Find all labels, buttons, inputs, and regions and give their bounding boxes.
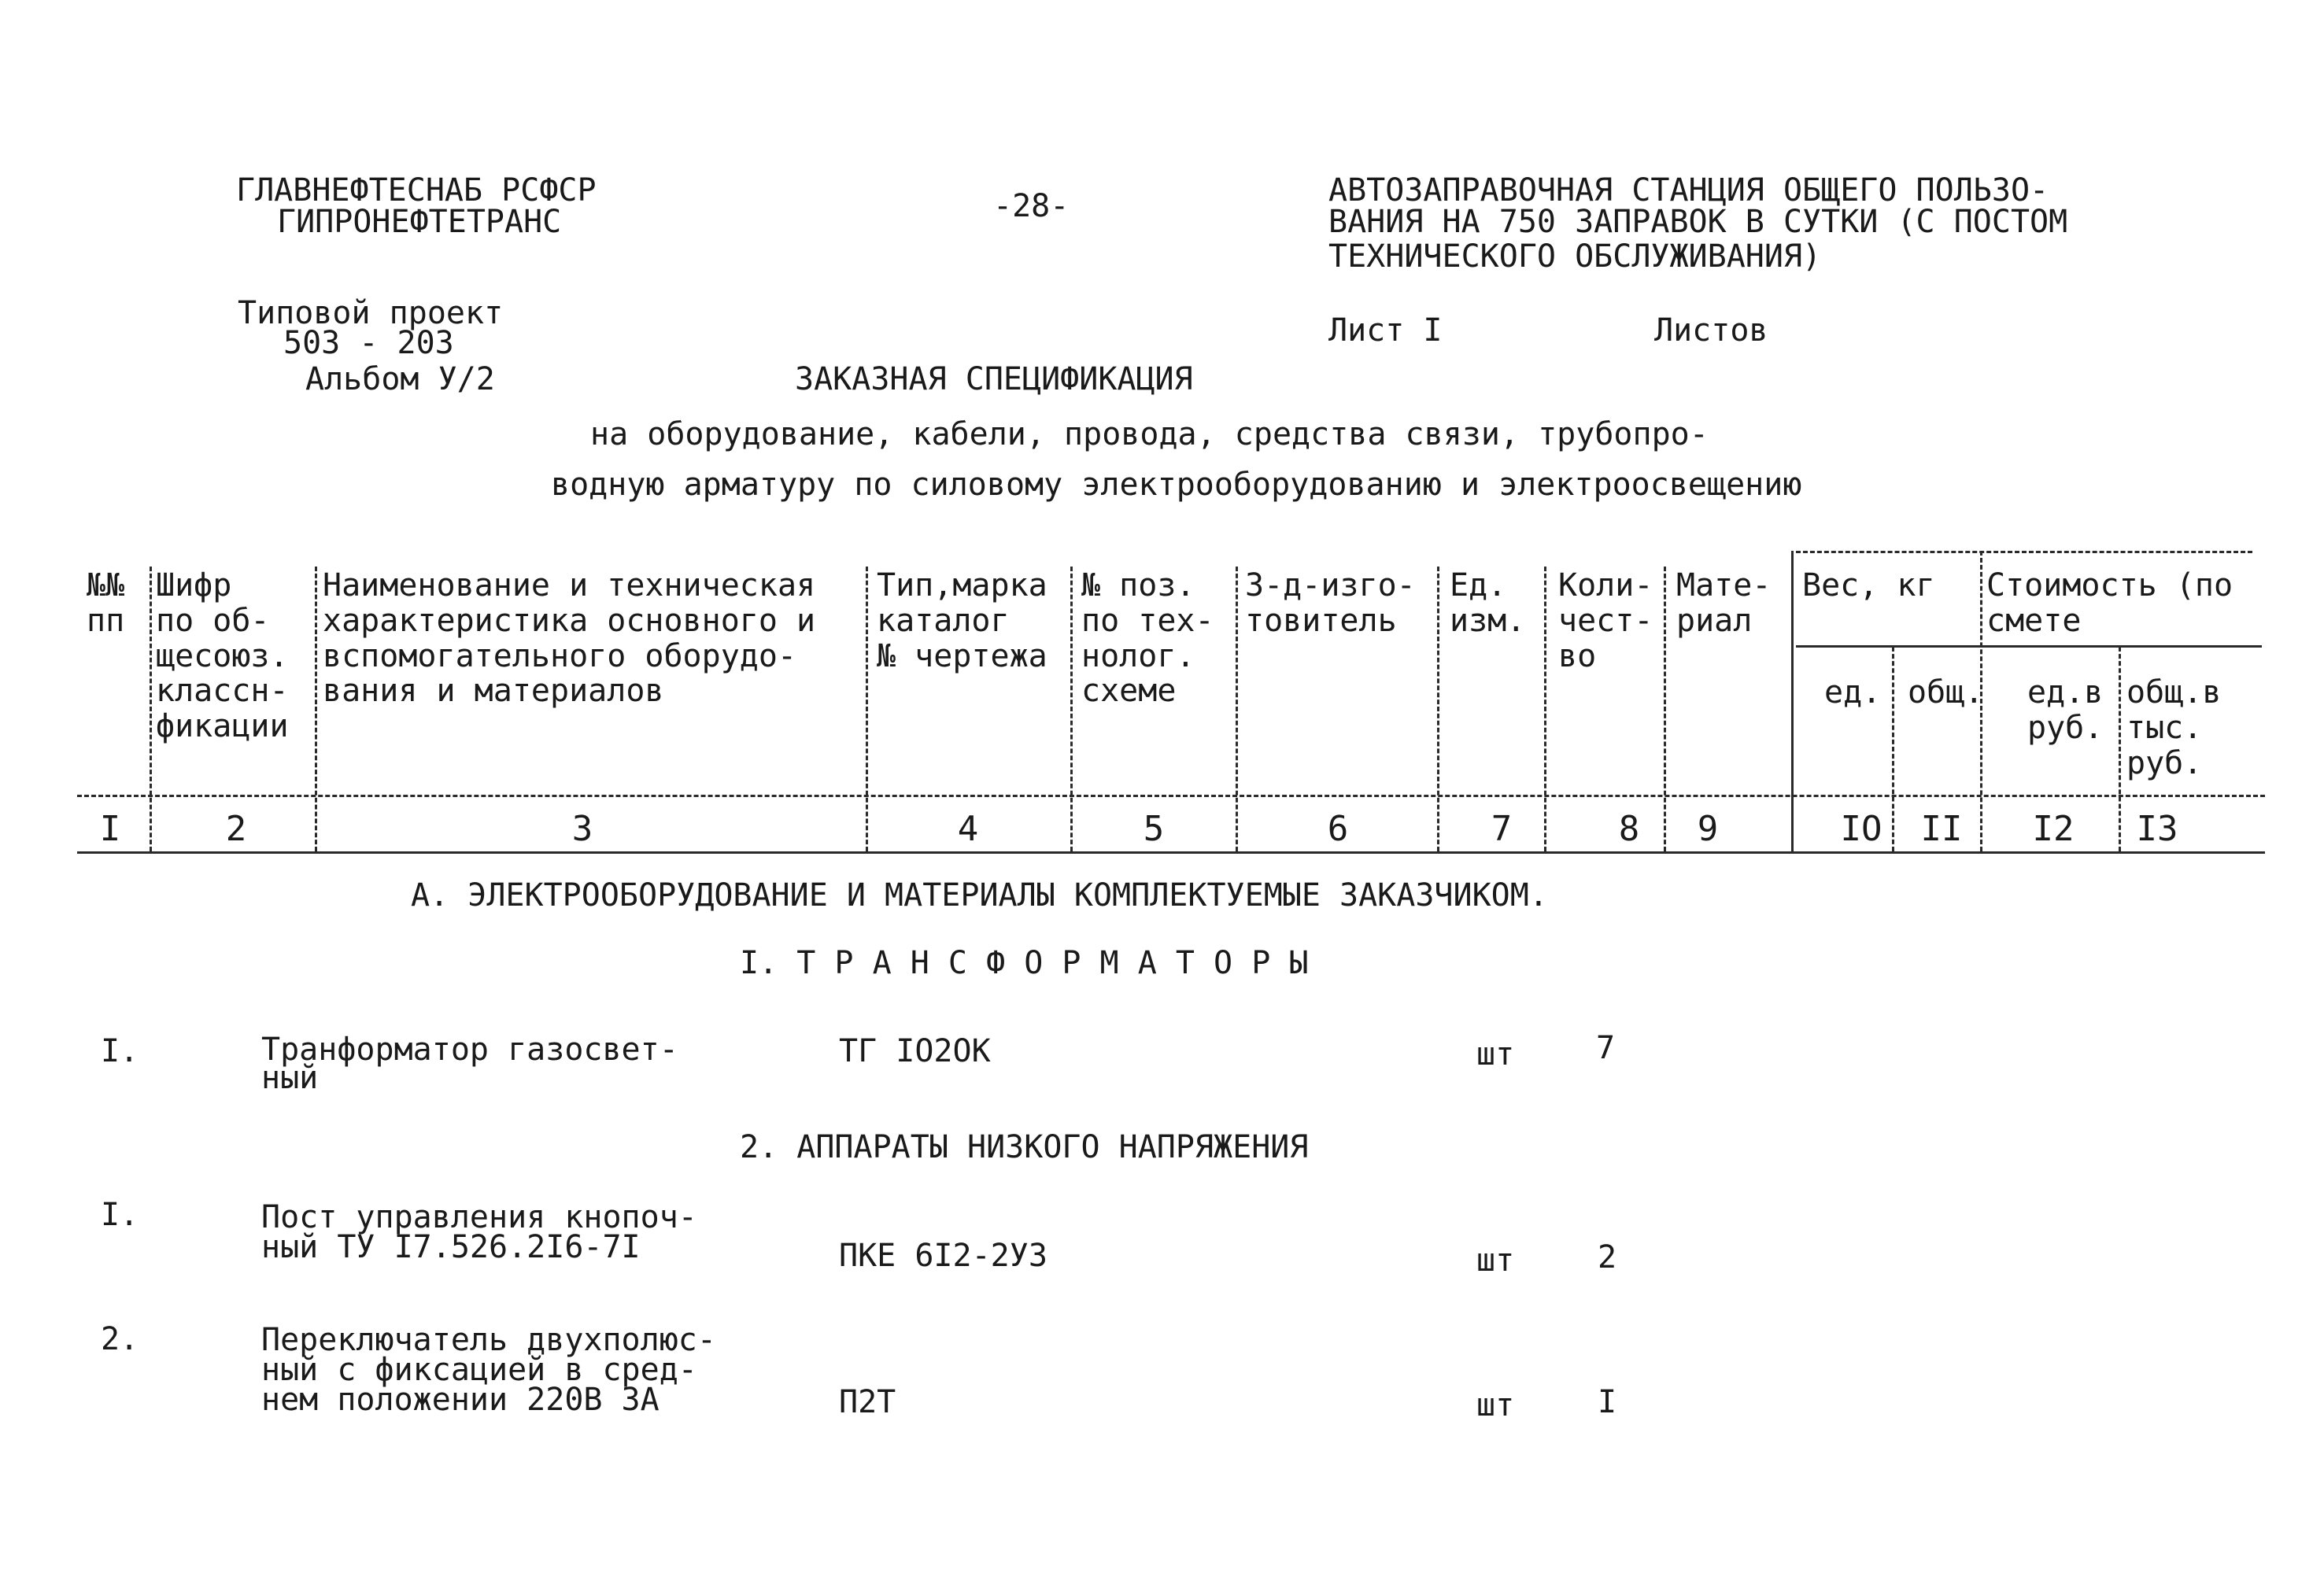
- title-line-3: ТЕХНИЧЕСКОГО ОБСЛУЖИВАНИЯ): [1328, 238, 1822, 275]
- col-num-1: I: [99, 809, 121, 849]
- spec-subtitle-line-1: на оборудование, кабели, провода, средства связи, трубопро-: [590, 416, 1709, 452]
- row-unit: шт: [1476, 1242, 1515, 1279]
- col-header-12: ед.в руб.: [2027, 674, 2104, 746]
- row-quantity: 2: [1598, 1239, 1617, 1275]
- col-num-9: 9: [1697, 809, 1719, 849]
- col-header-9: Мате- риал: [1676, 567, 1772, 639]
- subheader-rule: [1796, 645, 2262, 648]
- col-num-13: I3: [2136, 809, 2178, 849]
- col-header-3: Наименование и техническая характеристика основного и вспомогательного оборудо- вания и материалов: [323, 567, 816, 710]
- col-num-7: 7: [1491, 809, 1513, 849]
- col-num-12: I2: [2032, 809, 2075, 849]
- title-line-1: АВТОЗАПРАВОЧНАЯ СТАНЦИЯ ОБЩЕГО ПОЛЬЗО-: [1328, 172, 2049, 209]
- project-label: Типовой проект: [238, 295, 504, 331]
- col-header-1: №№ пп: [87, 567, 125, 639]
- row-name: Транформатор газосвет- ный: [261, 1032, 678, 1096]
- col-divider-2: [315, 567, 317, 851]
- org-line-1: ГЛАВНЕФТЕСНАБ РСФСР: [236, 172, 597, 209]
- project-number: 503 - 203: [283, 325, 454, 361]
- col-header-6: З-д-изго- товитель: [1245, 567, 1416, 639]
- row-name: Переключатель двухполюс- ный с фиксацией в сред- нем положении 220В 3А: [261, 1322, 716, 1418]
- col-num-3: 3: [571, 809, 593, 849]
- col-header-7: Ед. изм.: [1450, 567, 1526, 639]
- section-a-heading: А. ЭЛЕКТРООБОРУДОВАНИЕ И МАТЕРИАЛЫ КОМПЛЕКТУЕМЫЕ ЗАКАЗЧИКОМ.: [411, 877, 1548, 914]
- col-num-2: 2: [225, 809, 247, 849]
- row-quantity: 7: [1596, 1030, 1616, 1066]
- row-number: I.: [101, 1033, 139, 1069]
- org-line-2: ГИПРОНЕФТЕТРАНС: [277, 204, 562, 240]
- spec-title: ЗАКАЗНАЯ СПЕЦИФИКАЦИЯ: [795, 361, 1193, 397]
- col-divider-1: [150, 567, 152, 851]
- group-1-title: I. Т Р А Н С Ф О Р М А Т О Р Ы: [740, 945, 1309, 981]
- title-line-2: ВАНИЯ НА 750 ЗАПРАВОК В СУТКИ (С ПОСТОМ: [1328, 204, 2068, 240]
- group-2-title: 2. АППАРАТЫ НИЗКОГО НАПРЯЖЕНИЯ: [740, 1129, 1309, 1165]
- col-num-10: IO: [1840, 809, 1882, 849]
- row-name: Пост управления кнопоч- ный ТУ I7.526.2I6-7I: [261, 1199, 697, 1265]
- header-bottom-rule: [77, 795, 2265, 797]
- col-header-10: ед.: [1824, 674, 1882, 711]
- col-divider-6: [1437, 567, 1439, 851]
- spec-subtitle-line-2: водную арматуру по силовому электрооборудованию и электроосвещению: [551, 467, 1802, 503]
- col-divider-9: [1791, 551, 1794, 851]
- row-type: ТГ IO2OK: [839, 1033, 991, 1069]
- table-top-rule: [1796, 551, 2252, 553]
- row-unit: шт: [1476, 1036, 1515, 1072]
- col-header-cost: Стоимость (по смете: [1986, 567, 2233, 639]
- sheets-label: Листов: [1654, 312, 1768, 349]
- col-divider-5: [1236, 567, 1238, 851]
- col-divider-3: [866, 567, 868, 851]
- row-quantity: I: [1598, 1384, 1617, 1420]
- album-label: Альбом У/2: [305, 361, 495, 397]
- col-num-5: 5: [1143, 809, 1165, 849]
- col-divider-11: [1980, 551, 1982, 851]
- col-divider-7: [1544, 567, 1546, 851]
- col-header-11: общ.: [1908, 674, 1984, 711]
- col-header-2: Шифр по об- щесоюз. классн- фикации: [156, 567, 289, 745]
- sheet-label: Лист I: [1328, 312, 1443, 349]
- page-number: -28-: [993, 188, 1070, 224]
- number-row-rule: [77, 851, 2265, 854]
- col-num-6: 6: [1327, 809, 1349, 849]
- col-num-4: 4: [957, 809, 979, 849]
- row-number: I.: [101, 1197, 139, 1233]
- col-header-weight: Вес, кг: [1802, 567, 1935, 604]
- col-header-4: Тип,марка каталог № чертежа: [877, 567, 1047, 674]
- col-header-8: Коли- чест- во: [1558, 567, 1653, 674]
- col-header-13: общ.в тыс. руб.: [2126, 674, 2222, 781]
- row-type: П2Т: [839, 1384, 896, 1420]
- row-unit: шт: [1476, 1387, 1515, 1423]
- col-divider-10: [1892, 647, 1894, 851]
- col-header-5: № поз. по тех- нолог. схеме: [1081, 567, 1214, 710]
- col-divider-8: [1664, 567, 1666, 851]
- row-type: ПКЕ 6I2-2У3: [839, 1238, 1047, 1274]
- col-num-11: II: [1920, 809, 1963, 849]
- col-divider-12: [2119, 647, 2121, 851]
- col-divider-4: [1070, 567, 1073, 851]
- col-num-8: 8: [1618, 809, 1640, 849]
- row-number: 2.: [101, 1321, 139, 1357]
